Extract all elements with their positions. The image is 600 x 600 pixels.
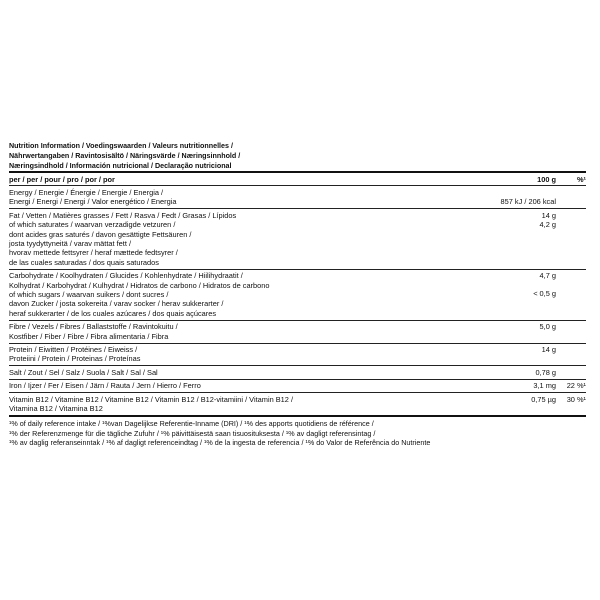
header-percent: %¹ xyxy=(576,174,586,184)
row-salt xyxy=(9,366,586,378)
panel-title xyxy=(9,141,586,171)
iron-label: Iron / Ijzer / Fer / Eisen / Järn / Rauta / Jern / Hierro / Ferro xyxy=(9,381,201,391)
saturates-label: of which saturates / waarvan verzadigde vetzuren / xyxy=(9,220,176,230)
row-carbohydrate xyxy=(9,270,586,320)
vitamin-b12-label: Vitamina B12 / Vitamina B12 xyxy=(9,404,103,414)
salt-value: 0,78 g xyxy=(535,367,556,377)
footnote-line: ¹% der Referenzmenge für die tägliche Zufuhr / ¹% päivittäisestä saan tisuosituksesta / ¹% av dagligt referensintag / xyxy=(9,428,376,438)
fat-value: 14 g xyxy=(541,210,556,220)
carbohydrate-value: 4,7 g xyxy=(539,271,556,281)
footnote-line: ¹% av daglig referanseinntak / ¹% af dagligt referenceindtag / ¹% de la ingesta de referencia / ¹% do Valor de Referência do Nutriente xyxy=(9,438,431,448)
footnote-line: ¹% of daily reference intake / ¹%van Dagelijkse Referentie-Inname (DRI) / ¹% des apports quotidiens de référence / xyxy=(9,418,374,428)
nutrition-panel xyxy=(9,141,586,448)
energy-label: Energy / Energie / Énergie / Energie / Energia / xyxy=(9,187,164,197)
fibre-value: 5,0 g xyxy=(539,322,556,332)
row-iron xyxy=(9,380,586,392)
title-line: Næringsindhold / Información nutricional / Declaração nutricional xyxy=(9,161,232,170)
fibre-label: Fibre / Vezels / Fibres / Ballaststoffe / Ravintokuitu / xyxy=(9,322,178,332)
salt-label: Salt / Zout / Sel / Salz / Suola / Salt / Sal / Sal xyxy=(9,367,158,377)
iron-value: 3,1 mg xyxy=(533,381,556,391)
header-100g: 100 g xyxy=(537,174,556,184)
protein-label: Proteiini / Protein / Proteinas / Proteínas xyxy=(9,354,141,364)
protein-label: Protein / Eiwitten / Protéines / Eiweiss / xyxy=(9,345,138,354)
sugars-label: of which sugars / waarvan suikers / dont sucres / xyxy=(9,289,169,299)
saturates-label: josta tyydyttyneitä / varav mättat fett / xyxy=(9,238,131,248)
row-protein xyxy=(9,344,586,366)
saturates-label: dont acides gras saturés / davon gesättigte Fettsäuren / xyxy=(9,229,192,239)
vitamin-b12-label: Vitamin B12 / Vitamine B12 / Vitamine B12 / Vitamin B12 / B12-vitamiini / Vitamin B12 / xyxy=(9,394,294,404)
carbohydrate-label: Carbohydrate / Koolhydraten / Glucides / Kohlenhydrate / Hiilihydraatit / xyxy=(9,271,243,281)
saturates-value: 4,2 g xyxy=(539,220,556,230)
row-vitamin-b12 xyxy=(9,393,586,415)
row-fat xyxy=(9,209,586,268)
iron-percent: 22 %¹ xyxy=(566,381,586,391)
energy-value: 857 kJ / 206 kcal xyxy=(500,197,556,207)
header-row xyxy=(9,173,586,185)
sugars-value: < 0,5 g xyxy=(533,289,556,299)
saturates-label: hvorav mettede fettsyrer / heraf mættede fedtsyrer / xyxy=(9,248,178,258)
footnote xyxy=(9,417,586,448)
sugars-label: heraf sukkerarter / de los cuales azúcares / dos quais açúcares xyxy=(9,308,217,318)
fat-label: Fat / Vetten / Matières grasses / Fett / Rasva / Fedt / Grasas / Lípidos xyxy=(9,210,237,220)
carbohydrate-label: Kolhydrat / Karbohydrat / Kulhydrat / Hidratos de carbono / Hidratos de carbono xyxy=(9,280,270,290)
row-energy xyxy=(9,186,586,208)
row-fibre xyxy=(9,321,586,343)
fibre-label: Kostfiber / Fiber / Fibre / Fibra alimentaria / Fibra xyxy=(9,331,169,341)
energy-label: Energi / Energi / Energi / Valor energético / Energia xyxy=(9,197,177,207)
vitamin-b12-percent: 30 %¹ xyxy=(566,394,586,404)
title-line: Nutrition Information / Voedingswaarden / Valeurs nutritionnelles / xyxy=(9,141,233,150)
header-label: per / per / pour / pro / por / por xyxy=(9,174,115,184)
protein-value: 14 g xyxy=(541,345,556,354)
title-line: Nährwertangaben / Ravintosisältö / Näringsvärde / Næringsinnhold / xyxy=(9,151,241,160)
sugars-label: davon Zucker / josta sokereita / varav socker / herav sukkerarter / xyxy=(9,299,224,309)
vitamin-b12-value: 0,75 µg xyxy=(531,394,556,404)
saturates-label: de las cuales saturadas / dos quais saturados xyxy=(9,257,159,267)
